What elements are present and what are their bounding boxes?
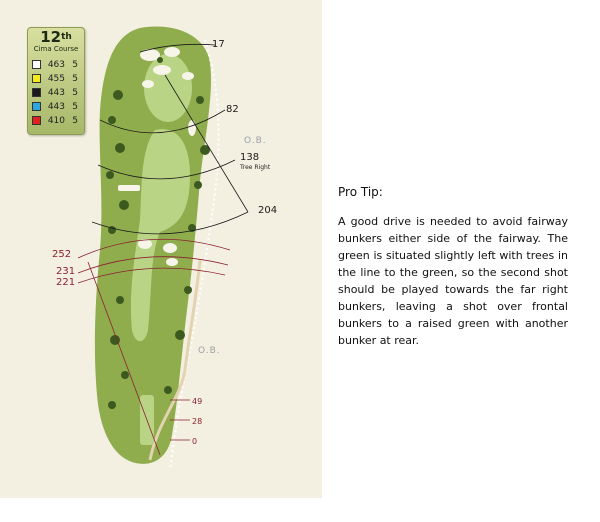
tee-yards: 410 [47,116,65,126]
green [144,54,192,122]
distance-label-49: 49 [192,397,203,406]
distance-label-252: 252 [52,249,72,260]
hole-number: 12th [40,28,72,46]
distance-label-221: 221 [56,277,76,288]
distance-label-231: 231 [56,266,76,277]
distance-label-138: 138 [240,152,260,163]
distance-label-0: 0 [192,437,198,446]
tee-yards: 443 [47,102,65,112]
tee-color-swatch [32,88,41,97]
ob-label-upper: O.B. [244,136,267,146]
ob-label-lower: O.B. [198,346,221,356]
distance-label-28: 28 [192,417,203,426]
tee-yards: 443 [47,88,65,98]
tee-par: 5 [72,60,78,70]
tee-row-black [32,86,80,100]
distance-label-204: 204 [258,205,278,216]
pro-tip-text: A good drive is needed to avoid fairway bunkers either side of the fairway. The green is situated slightly left with trees in the line to the green, so the second shot should be played towards the far right bunkers, leaving a shot over frontal bunkers to a raised green with another bunker at rear. [338,215,568,347]
tee-color-swatch [32,74,41,83]
hole-scorecard [27,27,85,135]
distance-label-17: 17 [212,39,225,50]
tee-row-red [32,114,80,128]
tee-yards: 455 [47,74,65,84]
tee-row-yellow [32,72,80,86]
tee-par: 5 [72,116,78,126]
tee-yards: 463 [47,60,65,70]
tee-color-swatch [32,60,41,69]
tee-color-swatch [32,116,41,125]
course-name: Cima Course [33,45,79,53]
tee-par: 5 [72,102,78,112]
tee-par: 5 [72,88,78,98]
pro-tip-title: Pro Tip: [338,185,383,199]
distance-label-82: 82 [226,104,239,115]
tree-right-note: Tree Right [240,164,271,171]
tee-color-swatch [32,102,41,111]
tee-row-blue [32,100,80,114]
tee-row-white [32,58,80,72]
tee-par: 5 [72,74,78,84]
